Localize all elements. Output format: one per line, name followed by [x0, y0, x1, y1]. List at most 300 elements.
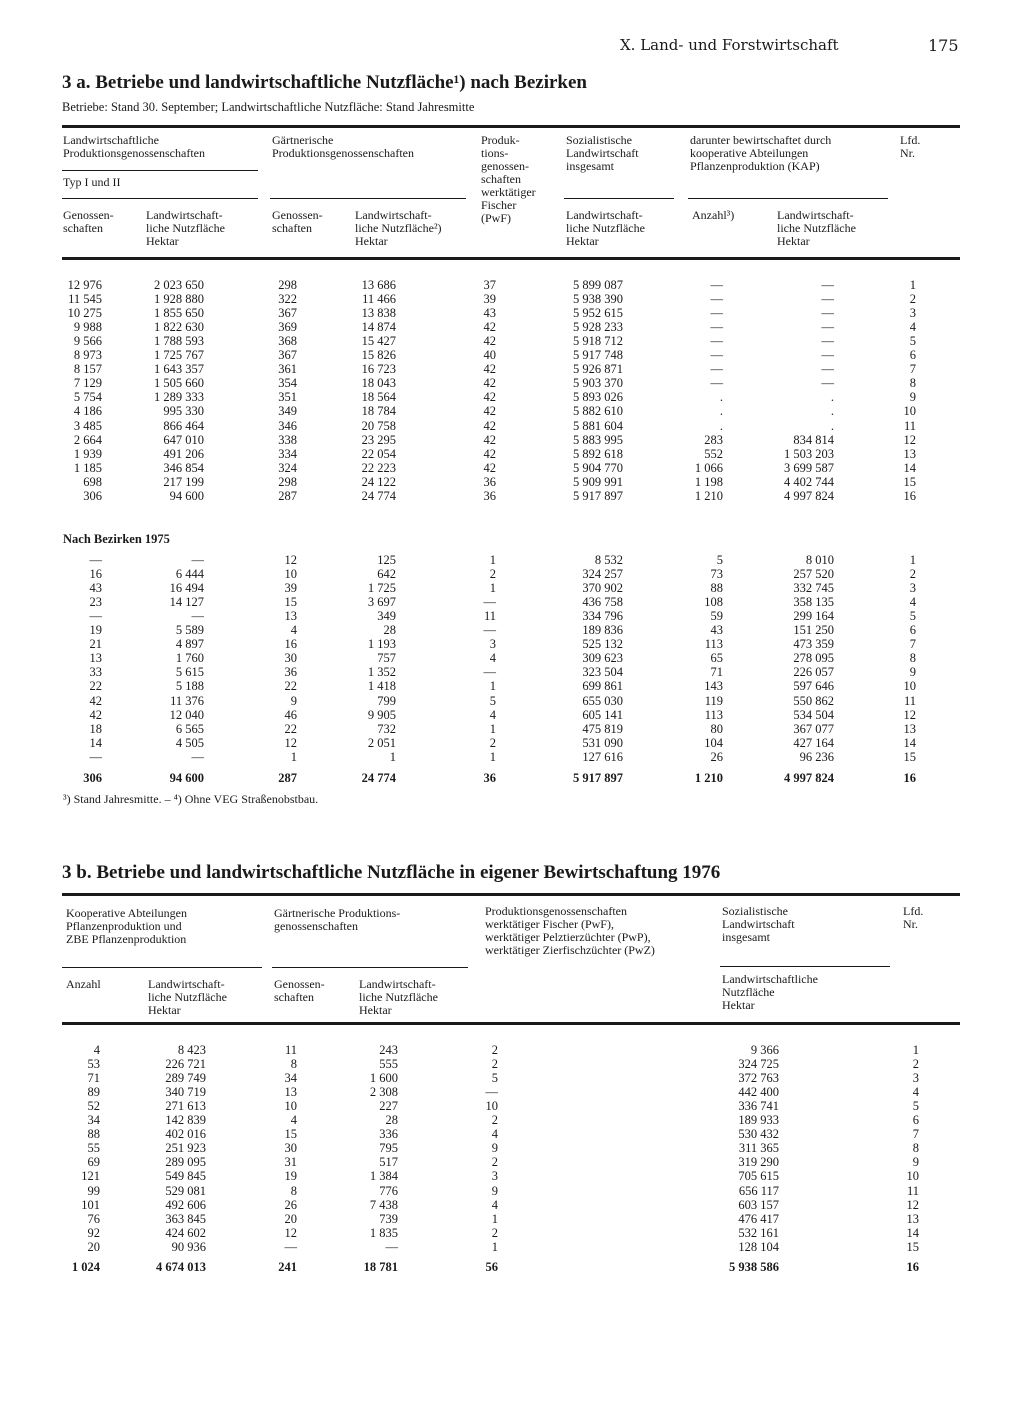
- table-row: [0, 376, 1024, 390]
- cell-gpg-genossenschaften: 338: [278, 432, 297, 447]
- head-anzahl: Anzahl³): [692, 208, 735, 222]
- cell-gpg-nutzflaeche: 776: [379, 1183, 398, 1198]
- cell-koop-anzahl: 76: [87, 1211, 100, 1226]
- cell-lfd-nr: 5: [909, 334, 916, 349]
- cell-lpg-nutzflaeche: 217 199: [163, 474, 204, 489]
- cell-koop-nutzflaeche: 289 095: [165, 1155, 206, 1170]
- cell-gpg-nutzflaeche: —: [385, 1239, 398, 1254]
- table-3a-footnote: ³) Stand Jahresmitte. – ⁴) Ohne VEG Straßenobstbau.: [63, 792, 319, 806]
- cell-pwf: 42: [483, 362, 496, 377]
- cell-gpg-nutzflaeche: 18 781: [363, 1260, 398, 1274]
- cell-lpg-nutzflaeche: 1 505 660: [154, 376, 204, 391]
- cell-soz-nutzflaeche: 5 917 897: [573, 771, 623, 785]
- cell-lfd-nr: 5: [909, 609, 916, 624]
- cell-soz-nutzflaeche: 324 725: [738, 1057, 779, 1072]
- cell-pwf: 42: [483, 418, 496, 433]
- cell-gpg-genossenschaften: 15: [284, 595, 297, 610]
- cell-gpg-nutzflaeche: 15 427: [361, 334, 396, 349]
- cell-gpg-genossenschaften: 351: [278, 390, 297, 405]
- cell-gpg-genossenschaften: —: [284, 1239, 297, 1254]
- cell-gpg-nutzflaeche: 14 874: [361, 320, 396, 335]
- table-3a-top-rule: [62, 125, 960, 128]
- cell-gpg-genossenschaften: 349: [278, 404, 297, 419]
- cell-pwf: 3: [489, 637, 496, 652]
- cell-pg-anzahl: 1: [491, 1211, 498, 1226]
- cell-soz-nutzflaeche: 128 104: [738, 1239, 779, 1254]
- cell-kap-nutzflaeche: 473 359: [793, 637, 834, 652]
- head-lpg-rule: [62, 170, 258, 171]
- cell-lfd-nr: 15: [903, 474, 916, 489]
- cell-pg-anzahl: 9: [491, 1183, 498, 1198]
- cell-soz-nutzflaeche: 319 290: [738, 1155, 779, 1170]
- cell-lpg-genossenschaften: 23: [89, 595, 102, 610]
- head-kap-rule: [688, 198, 888, 199]
- cell-koop-anzahl: 101: [81, 1197, 100, 1212]
- cell-gpg-nutzflaeche: 22 054: [361, 446, 396, 461]
- table-row: [0, 1198, 1024, 1212]
- table-row: [0, 694, 1024, 708]
- table-row: [0, 447, 1024, 461]
- cell-lfd-nr: 6: [909, 623, 916, 638]
- table-row: [0, 334, 1024, 348]
- cell-gpg-genossenschaften: 10: [284, 1099, 297, 1114]
- cell-lfd-nr: 11: [903, 693, 916, 708]
- cell-gpg-nutzflaeche: 336: [379, 1127, 398, 1142]
- cell-soz-nutzflaeche: 5 918 712: [573, 334, 623, 349]
- cell-pwf: 1: [489, 553, 496, 567]
- table-row: [0, 722, 1024, 736]
- head-gpg-rule: [270, 198, 466, 199]
- cell-soz-nutzflaeche: 5 909 991: [573, 474, 623, 489]
- cell-kap-nutzflaeche: 367 077: [793, 721, 834, 736]
- cell-lfd-nr: 1: [909, 278, 916, 292]
- cell-lfd-nr: 11: [903, 418, 916, 433]
- cell-kap-anzahl: —: [710, 306, 723, 321]
- cell-pwf: 2: [489, 567, 496, 582]
- cell-gpg-nutzflaeche: 125: [377, 553, 396, 567]
- table-3b-title: 3 b. Betriebe und landwirtschaftliche Nutzfläche in eigener Bewirtschaftung 1976: [62, 862, 721, 883]
- table-row: [0, 1226, 1024, 1240]
- cell-soz-nutzflaeche: 5 899 087: [573, 278, 623, 292]
- cell-soz-nutzflaeche: 5 882 610: [573, 404, 623, 419]
- cell-lfd-nr: 4: [909, 320, 916, 335]
- cell-kap-anzahl: 73: [710, 567, 723, 582]
- cell-pwf: —: [483, 623, 496, 638]
- cell-kap-nutzflaeche: 4 402 744: [784, 474, 834, 489]
- cell-lfd-nr: 3: [909, 581, 916, 596]
- cell-gpg-genossenschaften: 19: [284, 1169, 297, 1184]
- table-row: [0, 306, 1024, 320]
- cell-lpg-nutzflaeche: 1 725 767: [154, 348, 204, 363]
- cell-soz-nutzflaeche: 525 132: [582, 637, 623, 652]
- cell-gpg-nutzflaeche: 18 784: [361, 404, 396, 419]
- table-row: [0, 553, 1024, 567]
- cell-gpg-genossenschaften: 1: [290, 749, 297, 764]
- table-row: [0, 736, 1024, 750]
- cell-kap-anzahl: —: [710, 334, 723, 349]
- cell-koop-nutzflaeche: 289 749: [165, 1071, 206, 1086]
- head-3b-gpg-rule: [272, 967, 468, 968]
- cell-lpg-nutzflaeche: —: [191, 609, 204, 624]
- cell-lfd-nr: 10: [906, 1169, 919, 1184]
- table-row: [0, 1113, 1024, 1127]
- cell-kap-nutzflaeche: 278 095: [793, 651, 834, 666]
- cell-kap-anzahl: .: [719, 404, 723, 419]
- cell-lfd-nr: 9: [909, 390, 916, 405]
- cell-kap-anzahl: —: [710, 278, 723, 292]
- cell-pg-anzahl: 1: [491, 1239, 498, 1254]
- cell-lfd-nr: 11: [906, 1183, 919, 1198]
- cell-lpg-genossenschaften: 1 185: [73, 460, 102, 475]
- cell-pwf: 36: [483, 771, 496, 785]
- cell-soz-nutzflaeche: 532 161: [738, 1225, 779, 1240]
- cell-gpg-genossenschaften: 30: [284, 651, 297, 666]
- cell-gpg-nutzflaeche: 739: [379, 1211, 398, 1226]
- cell-gpg-genossenschaften: 324: [278, 460, 297, 475]
- cell-lpg-genossenschaften: 18: [89, 721, 102, 736]
- cell-koop-anzahl: 20: [87, 1239, 100, 1254]
- cell-gpg-nutzflaeche: 227: [379, 1099, 398, 1114]
- cell-gpg-genossenschaften: 354: [278, 376, 297, 391]
- cell-gpg-nutzflaeche: 9 905: [367, 707, 396, 722]
- cell-lpg-genossenschaften: 42: [89, 707, 102, 722]
- cell-kap-nutzflaeche: 550 862: [793, 693, 834, 708]
- cell-kap-anzahl: 5: [716, 553, 723, 567]
- cell-kap-anzahl: —: [710, 362, 723, 377]
- cell-pg-anzahl: 2: [491, 1113, 498, 1128]
- cell-kap-nutzflaeche: 299 164: [793, 609, 834, 624]
- cell-soz-nutzflaeche: 530 432: [738, 1127, 779, 1142]
- cell-gpg-nutzflaeche: 3 697: [367, 595, 396, 610]
- cell-kap-nutzflaeche: —: [821, 334, 834, 349]
- cell-koop-anzahl: 71: [87, 1071, 100, 1086]
- cell-gpg-genossenschaften: 12: [284, 553, 297, 567]
- cell-gpg-nutzflaeche: 1 600: [369, 1071, 398, 1086]
- cell-lpg-nutzflaeche: 995 330: [163, 404, 204, 419]
- head-lnf1: Landwirtschaft- liche Nutzfläche Hektar: [146, 208, 225, 248]
- cell-soz-nutzflaeche: 531 090: [582, 735, 623, 750]
- cell-lfd-nr: 10: [903, 679, 916, 694]
- cell-gpg-nutzflaeche: 799: [377, 693, 396, 708]
- cell-kap-nutzflaeche: —: [821, 362, 834, 377]
- table-row: [0, 623, 1024, 637]
- cell-lpg-genossenschaften: 7 129: [73, 376, 102, 391]
- cell-kap-anzahl: 71: [710, 665, 723, 680]
- cell-kap-anzahl: —: [710, 376, 723, 391]
- head-soz: Sozialistische Landwirtschaft insgesamt: [566, 133, 639, 173]
- cell-gpg-genossenschaften: 30: [284, 1141, 297, 1156]
- cell-pg-anzahl: 4: [491, 1197, 498, 1212]
- cell-kap-nutzflaeche: 332 745: [793, 581, 834, 596]
- cell-soz-nutzflaeche: 5 952 615: [573, 306, 623, 321]
- cell-koop-anzahl: 121: [81, 1169, 100, 1184]
- cell-soz-nutzflaeche: 442 400: [738, 1085, 779, 1100]
- cell-soz-nutzflaeche: 5 917 897: [573, 488, 623, 503]
- cell-lfd-nr: 9: [912, 1155, 919, 1170]
- cell-kap-nutzflaeche: .: [830, 418, 834, 433]
- cell-koop-nutzflaeche: 340 719: [165, 1085, 206, 1100]
- cell-pwf: 4: [489, 651, 496, 666]
- cell-koop-nutzflaeche: 363 845: [165, 1211, 206, 1226]
- cell-kap-anzahl: 119: [704, 693, 723, 708]
- cell-gpg-genossenschaften: 10: [284, 567, 297, 582]
- table-row: [0, 1057, 1024, 1071]
- cell-kap-nutzflaeche: —: [821, 348, 834, 363]
- cell-gpg-genossenschaften: 334: [278, 446, 297, 461]
- cell-gpg-genossenschaften: 9: [290, 693, 297, 708]
- cell-kap-anzahl: —: [710, 348, 723, 363]
- cell-soz-nutzflaeche: 372 763: [738, 1071, 779, 1086]
- cell-lfd-nr: 10: [903, 404, 916, 419]
- cell-koop-anzahl: 88: [87, 1127, 100, 1142]
- cell-lpg-nutzflaeche: 14 127: [169, 595, 204, 610]
- section-label-bezirke: Nach Bezirken 1975: [63, 532, 170, 546]
- cell-gpg-genossenschaften: 22: [284, 721, 297, 736]
- cell-gpg-genossenschaften: 12: [284, 735, 297, 750]
- table-row: [0, 581, 1024, 595]
- cell-gpg-genossenschaften: 346: [278, 418, 297, 433]
- cell-lpg-genossenschaften: 8 157: [73, 362, 102, 377]
- head-gen1: Genossen- schaften: [63, 208, 114, 235]
- cell-pwf: 42: [483, 334, 496, 349]
- cell-lpg-genossenschaften: 42: [89, 693, 102, 708]
- cell-koop-nutzflaeche: 90 936: [171, 1239, 206, 1254]
- cell-gpg-nutzflaeche: 28: [383, 623, 396, 638]
- cell-kap-anzahl: 113: [704, 637, 723, 652]
- cell-lpg-nutzflaeche: 866 464: [163, 418, 204, 433]
- table-row: [0, 1169, 1024, 1183]
- cell-lpg-genossenschaften: 16: [89, 567, 102, 582]
- cell-lfd-nr: 8: [909, 651, 916, 666]
- cell-pwf: 37: [483, 278, 496, 292]
- cell-pwf: 42: [483, 446, 496, 461]
- cell-lfd-nr: 8: [909, 376, 916, 391]
- cell-soz-nutzflaeche: 8 532: [594, 553, 623, 567]
- cell-lfd-nr: 6: [912, 1113, 919, 1128]
- head-lpg: Landwirtschaftliche Produktionsgenossenschaften: [63, 133, 205, 160]
- cell-lfd-nr: 8: [912, 1141, 919, 1156]
- cell-gpg-nutzflaeche: 15 826: [361, 348, 396, 363]
- cell-soz-nutzflaeche: 699 861: [582, 679, 623, 694]
- cell-pg-anzahl: 5: [491, 1071, 498, 1086]
- cell-kap-anzahl: 80: [710, 721, 723, 736]
- cell-kap-anzahl: 104: [704, 735, 723, 750]
- cell-kap-anzahl: 26: [710, 749, 723, 764]
- cell-soz-nutzflaeche: 336 741: [738, 1099, 779, 1114]
- table-row: [0, 362, 1024, 376]
- head-3b-anzahl: Anzahl: [66, 977, 101, 991]
- cell-lfd-nr: 7: [909, 362, 916, 377]
- cell-soz-nutzflaeche: 334 796: [582, 609, 623, 624]
- cell-lfd-nr: 15: [903, 749, 916, 764]
- head-lnf4: Landwirtschaft- liche Nutzfläche Hektar: [777, 208, 856, 248]
- cell-koop-anzahl: 1 024: [71, 1260, 100, 1274]
- cell-lfd-nr: 4: [909, 595, 916, 610]
- cell-kap-anzahl: 283: [704, 432, 723, 447]
- cell-kap-anzahl: 43: [710, 623, 723, 638]
- cell-lpg-nutzflaeche: 5 188: [175, 679, 204, 694]
- cell-lpg-genossenschaften: 21: [89, 637, 102, 652]
- cell-soz-nutzflaeche: 5 904 770: [573, 460, 623, 475]
- cell-pg-anzahl: 3: [491, 1169, 498, 1184]
- cell-lfd-nr: 2: [909, 292, 916, 307]
- cell-gpg-genossenschaften: 287: [278, 488, 297, 503]
- cell-gpg-nutzflaeche: 732: [377, 721, 396, 736]
- cell-kap-nutzflaeche: —: [821, 292, 834, 307]
- cell-kap-nutzflaeche: .: [830, 404, 834, 419]
- cell-gpg-genossenschaften: 22: [284, 679, 297, 694]
- cell-kap-nutzflaeche: 3 699 587: [784, 460, 834, 475]
- cell-koop-anzahl: 52: [87, 1099, 100, 1114]
- cell-gpg-nutzflaeche: 18 043: [361, 376, 396, 391]
- cell-koop-nutzflaeche: 4 674 013: [156, 1260, 206, 1274]
- cell-lpg-nutzflaeche: 12 040: [169, 707, 204, 722]
- cell-lpg-nutzflaeche: 16 494: [169, 581, 204, 596]
- cell-soz-nutzflaeche: 603 157: [738, 1197, 779, 1212]
- cell-gpg-nutzflaeche: 13 838: [361, 306, 396, 321]
- cell-pg-anzahl: 4: [491, 1127, 498, 1142]
- cell-gpg-nutzflaeche: 243: [379, 1043, 398, 1057]
- cell-kap-anzahl: 143: [704, 679, 723, 694]
- head-3b-lfd: Lfd. Nr.: [903, 904, 924, 931]
- cell-lpg-nutzflaeche: 2 023 650: [154, 278, 204, 292]
- cell-kap-anzahl: 88: [710, 581, 723, 596]
- cell-pwf: 42: [483, 376, 496, 391]
- cell-pwf: 1: [489, 721, 496, 736]
- table-row: [0, 489, 1024, 503]
- cell-lpg-genossenschaften: 3 485: [73, 418, 102, 433]
- cell-lpg-genossenschaften: 11 545: [68, 292, 102, 307]
- cell-gpg-genossenschaften: 298: [278, 278, 297, 292]
- cell-lpg-nutzflaeche: 491 206: [163, 446, 204, 461]
- cell-soz-nutzflaeche: 655 030: [582, 693, 623, 708]
- cell-lpg-nutzflaeche: 1 643 357: [154, 362, 204, 377]
- cell-lpg-nutzflaeche: 1 822 630: [154, 320, 204, 335]
- head-koop: Kooperative Abteilungen Pflanzenproduktion und ZBE Pflanzenproduktion: [66, 906, 187, 946]
- cell-koop-nutzflaeche: 529 081: [165, 1183, 206, 1198]
- cell-kap-nutzflaeche: 226 057: [793, 665, 834, 680]
- cell-lfd-nr: 7: [909, 637, 916, 652]
- cell-pwf: 36: [483, 488, 496, 503]
- table-row: [0, 292, 1024, 306]
- cell-gpg-nutzflaeche: 1 193: [367, 637, 396, 652]
- table-3a-title: 3 a. Betriebe und landwirtschaftliche Nutzfläche¹) nach Bezirken: [62, 72, 587, 93]
- cell-pwf: —: [483, 665, 496, 680]
- cell-soz-nutzflaeche: 476 417: [738, 1211, 779, 1226]
- cell-pwf: 42: [483, 320, 496, 335]
- cell-gpg-genossenschaften: 46: [284, 707, 297, 722]
- cell-soz-nutzflaeche: 5 938 390: [573, 292, 623, 307]
- table-total-row: [0, 1260, 1024, 1274]
- table-row: [0, 1085, 1024, 1099]
- cell-gpg-genossenschaften: 241: [278, 1260, 297, 1274]
- cell-lpg-genossenschaften: 8 973: [73, 348, 102, 363]
- cell-lfd-nr: 14: [903, 460, 916, 475]
- cell-pg-anzahl: 2: [491, 1057, 498, 1072]
- cell-gpg-nutzflaeche: 795: [379, 1141, 398, 1156]
- cell-soz-nutzflaeche: 5 928 233: [573, 320, 623, 335]
- cell-lfd-nr: 2: [909, 567, 916, 582]
- cell-lfd-nr: 12: [906, 1197, 919, 1212]
- cell-lfd-nr: 7: [912, 1127, 919, 1142]
- cell-gpg-genossenschaften: 8: [290, 1057, 297, 1072]
- cell-lpg-nutzflaeche: 4 897: [175, 637, 204, 652]
- cell-kap-anzahl: —: [710, 292, 723, 307]
- cell-lpg-genossenschaften: 33: [89, 665, 102, 680]
- table-row: [0, 1184, 1024, 1198]
- cell-pwf: 1: [489, 749, 496, 764]
- cell-soz-nutzflaeche: 323 504: [582, 665, 623, 680]
- cell-koop-nutzflaeche: 142 839: [165, 1113, 206, 1128]
- cell-soz-nutzflaeche: 436 758: [582, 595, 623, 610]
- head-kap: darunter bewirtschaftet durch kooperative Abteilungen Pflanzenproduktion (KAP): [690, 133, 832, 173]
- cell-koop-anzahl: 4: [93, 1043, 100, 1057]
- cell-gpg-nutzflaeche: 642: [377, 567, 396, 582]
- cell-gpg-nutzflaeche: 1 384: [369, 1169, 398, 1184]
- cell-gpg-nutzflaeche: 757: [377, 651, 396, 666]
- cell-lpg-genossenschaften: 9 566: [73, 334, 102, 349]
- table-row: [0, 1155, 1024, 1169]
- cell-gpg-genossenschaften: 368: [278, 334, 297, 349]
- cell-gpg-nutzflaeche: 1 418: [367, 679, 396, 694]
- cell-gpg-nutzflaeche: 22 223: [361, 460, 396, 475]
- cell-lpg-genossenschaften: 10 275: [67, 306, 102, 321]
- cell-gpg-genossenschaften: 322: [278, 292, 297, 307]
- table-3b-header-rule: [62, 1022, 960, 1025]
- cell-gpg-genossenschaften: 287: [278, 771, 297, 785]
- cell-koop-nutzflaeche: 226 721: [165, 1057, 206, 1072]
- cell-soz-nutzflaeche: 127 616: [582, 749, 623, 764]
- cell-kap-anzahl: 552: [704, 446, 723, 461]
- cell-gpg-nutzflaeche: 2 308: [369, 1085, 398, 1100]
- cell-lpg-genossenschaften: 43: [89, 581, 102, 596]
- cell-kap-anzahl: 113: [704, 707, 723, 722]
- cell-kap-anzahl: 108: [704, 595, 723, 610]
- table-row: [0, 708, 1024, 722]
- cell-lpg-genossenschaften: 306: [83, 771, 102, 785]
- cell-lfd-nr: 16: [906, 1260, 919, 1274]
- page-number: 175: [928, 36, 959, 55]
- cell-gpg-genossenschaften: 4: [290, 623, 297, 638]
- cell-lpg-genossenschaften: —: [89, 749, 102, 764]
- cell-lpg-nutzflaeche: 1 928 880: [154, 292, 204, 307]
- cell-pwf: 1: [489, 679, 496, 694]
- table-row: [0, 1071, 1024, 1085]
- cell-pwf: 36: [483, 474, 496, 489]
- cell-gpg-genossenschaften: 4: [290, 1113, 297, 1128]
- cell-pg-anzahl: 2: [491, 1155, 498, 1170]
- cell-lfd-nr: 5: [912, 1099, 919, 1114]
- cell-pwf: 42: [483, 390, 496, 405]
- cell-gpg-genossenschaften: 367: [278, 348, 297, 363]
- cell-koop-nutzflaeche: 271 613: [165, 1099, 206, 1114]
- cell-soz-nutzflaeche: 309 623: [582, 651, 623, 666]
- cell-pwf: 42: [483, 404, 496, 419]
- cell-kap-nutzflaeche: 358 135: [793, 595, 834, 610]
- cell-pg-anzahl: 2: [491, 1225, 498, 1240]
- cell-lfd-nr: 3: [909, 306, 916, 321]
- head-3b-gen: Genossen- schaften: [274, 977, 325, 1004]
- table-row: [0, 404, 1024, 418]
- table-total-row: [0, 771, 1024, 785]
- table-row: [0, 461, 1024, 475]
- cell-gpg-nutzflaeche: 28: [385, 1113, 398, 1128]
- cell-lfd-nr: 1: [909, 553, 916, 567]
- head-3b-pg: Produktionsgenossenschaften werktätiger Fischer (PwF), werktätiger Pelztierzüchter (PwP), werktätiger Zierfischzüchter (PwZ): [485, 904, 655, 957]
- cell-kap-anzahl: .: [719, 418, 723, 433]
- cell-pg-anzahl: 9: [491, 1141, 498, 1156]
- head-3b-lnf2: Landwirtschaft- liche Nutzfläche Hektar: [359, 977, 438, 1017]
